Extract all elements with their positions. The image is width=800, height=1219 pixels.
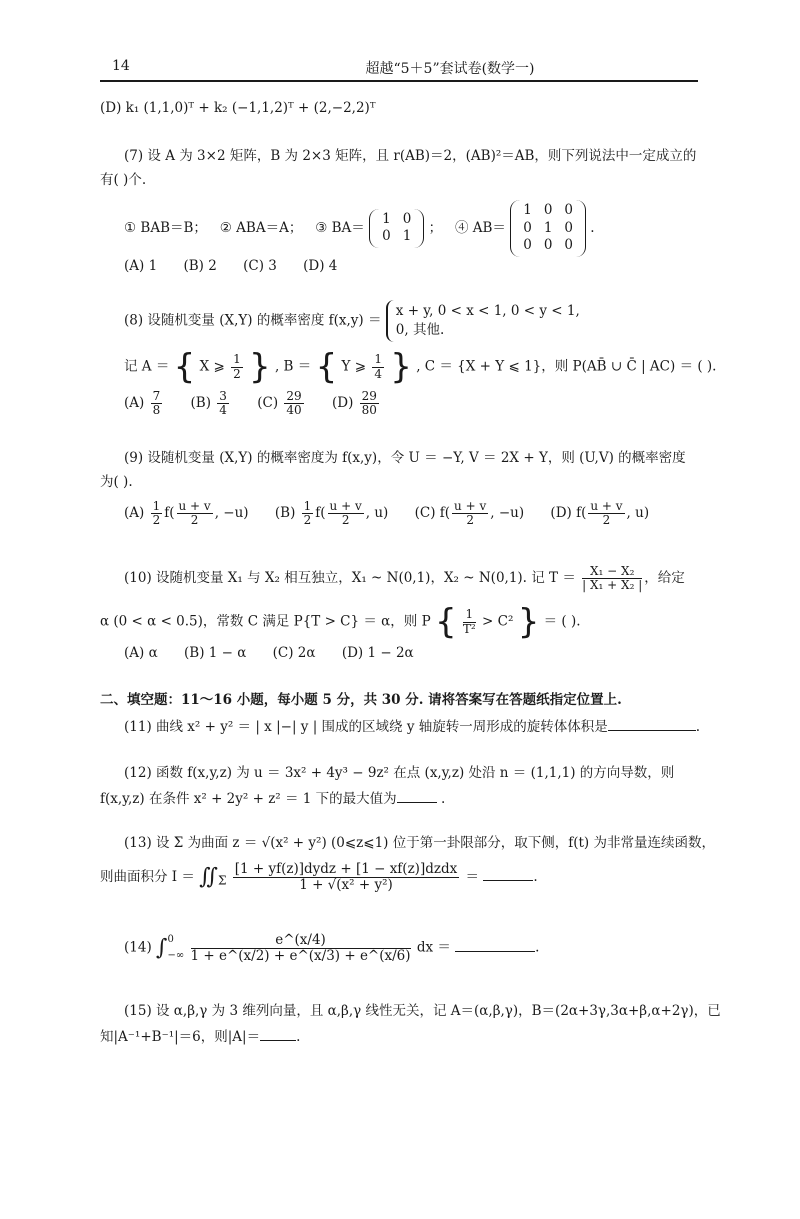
fraction-denominator: 4 [219,403,227,418]
q10-option-d: (D) 1 − 2α [341,645,414,661]
q13-end: . [533,868,538,885]
q14-label: (14) [124,939,152,956]
q8-stem-prefix: (8) 设随机变量 (X,Y) 的概率密度 f(x,y) ＝ [124,312,382,329]
option-label: (A) [124,395,145,412]
q12-line2-text: f(x,y,z) 在条件 x² + 2y² + z² ＝ 1 下的最大值为 [100,791,397,807]
q13-answer-blank[interactable] [483,868,533,881]
fraction-denominator: 8 [152,403,161,418]
fraction-denominator: 80 [361,403,377,418]
fraction-denominator: | X₁ + X₂ | [582,578,643,593]
q14-integrand-fraction [191,933,411,964]
fraction-denominator: 40 [286,403,302,418]
q15-line2 [100,1028,300,1046]
fraction-denominator: 1 + e^(x/2) + e^(x/3) + e^(x/6) [190,947,411,964]
q8-line2-a: 记 A ＝ [124,358,170,375]
fraction-numerator: 29 [286,389,302,403]
q8-options [124,390,403,417]
q13-integrand-fraction [233,862,460,893]
option-label: (D) [331,395,354,412]
q9-options [124,500,671,527]
q10-option-a: (A) α [124,645,158,661]
q9-option-d: (D) f( $\frac{u + v}{2}$ , u) [550,499,650,528]
q7-statement-3-prefix: ③ BA＝ [315,219,365,236]
q7-ab-matrix [510,200,586,257]
option-fraction [217,390,229,417]
q11-line [124,718,700,736]
option-argument [177,500,213,527]
matrix-cell: 0 [564,219,573,236]
q8-option-d [332,390,381,417]
q8-option-a [124,390,164,417]
matrix-cell: 0 [523,219,532,236]
fraction-numerator: X₁ − X₂ [582,565,642,579]
q15-line1: (15) 设 α,β,γ 为 3 维列向量，且 α,β,γ 线性无关，记 A＝(α,β,γ)，B＝(2α+3γ,3α+β,α+2γ)，已 [124,1003,721,1019]
q8-set-b-fraction [372,353,384,380]
q10-line1-a: (10) 设随机变量 X₁ 与 X₂ 相互独立，X₁ ~ N(0,1)，X₂ ~ N(0,1). 记 T ＝ [124,570,576,587]
option-label: (C) [414,505,436,522]
q7-options [124,258,359,275]
matrix-cell: 1 [523,202,532,218]
q8-line2 [124,347,717,387]
q14-upper-limit: 0 [167,934,174,945]
fraction-denominator: 2 [233,366,241,381]
q12-answer-blank[interactable] [397,790,437,803]
option-argument [588,500,624,527]
fraction-numerator: e^(x/4) [191,933,411,949]
q8-option-b [191,390,231,417]
q13-line2-b: ＝ [465,868,480,885]
q7-ba-matrix [369,209,424,248]
q8-set-a-fraction [231,353,243,380]
q14-line [124,932,539,964]
right-brace-glyph: } [249,347,271,387]
q10-options [124,645,436,662]
q6-option-d: (D) k₁ (1,1,0)ᵀ + k₂ (−1,1,2)ᵀ + (2,−2,2)ᵀ [100,100,376,116]
fraction-denominator: 2 [341,513,350,528]
q10-option-b: (B) 1 − α [184,645,247,661]
q8-case-2: 0, 其他. [395,321,445,338]
fraction-denominator: 2 [466,513,474,528]
q7-stem-line2: 有( )个. [100,172,147,188]
matrix-cell: 0 [382,228,391,245]
q8-option-c [257,390,305,417]
fraction-denominator: 2 [152,513,161,528]
option-fraction [284,390,303,417]
option-argument [328,500,364,527]
q7-option-d: (D) 4 [303,258,338,274]
q7-option-a: (A) 1 [124,258,158,274]
fraction-numerator: 1 [303,499,312,513]
section-2-heading: 二、填空题：11～16 小题，每小题 5 分，共 30 分. 请将答案写在答题纸指定位置上. [100,692,622,708]
q9-option-a: (A) $\frac{1}{2}$ f( $\frac{u + v}{2}$ , −u) [124,499,249,528]
fraction-numerator: 1 [463,608,476,622]
option-argument [452,500,488,527]
matrix-cell: 0 [543,202,553,218]
q9-option-c: (C) f( $\frac{u + v}{2}$ , −u) [414,499,525,528]
q10-line1-b: ，给定 [644,570,685,587]
page-header-title: 超越“5＋5”套试卷(数学一) [365,61,535,77]
left-brace-glyph: { [434,602,457,642]
right-brace-glyph: } [517,602,540,642]
matrix-cell: 1 [543,219,553,236]
q12-line1: (12) 函数 f(x,y,z) 为 u ＝ 3x² + 4y³ − 9z² 在点 (x,y,z) 处沿 n ＝ (1,1,1) 的方向导数，则 [124,765,675,781]
option-tail: , −u [490,505,519,522]
q7-statement-2: ② ABA＝A； [219,219,303,236]
option-label: (C) [257,395,279,412]
matrix-cell: 1 [402,228,412,245]
fraction-numerator: 1 [233,352,241,367]
q10-t-fraction [582,565,642,592]
header-rule [100,80,698,82]
option-label: (D) [550,505,572,522]
left-brace-glyph: { [315,347,338,387]
q12-end: . [440,791,446,807]
q8-set-b: Y ⩾ [341,358,367,375]
q8-case-1: x + y, 0 < x < 1, 0 < y < 1, [395,303,580,319]
fraction-numerator: u + v [454,499,487,513]
matrix-cell: 0 [523,237,532,254]
q11-answer-blank[interactable] [608,718,696,731]
fraction-numerator: 29 [361,389,377,403]
q10-stem-line1 [124,565,685,592]
q8-stem [124,300,588,342]
q7-statements [124,200,595,257]
option-coefficient [302,500,314,527]
q9-stem-line1: (9) 设随机变量 (X,Y) 的概率密度为 f(x,y)，令 U ＝ −Y, V ＝ 2X + Y，则 (U,V) 的概率密度 [124,450,686,466]
q7-option-b: (B) 2 [183,258,217,274]
q14-end: . [535,939,540,956]
integral-glyph: ∫ [156,935,168,961]
fraction-numerator: 1 [152,499,161,513]
q8-line2-c: , C ＝ {X + Y ⩽ 1}，则 P(AB̄ ∪ C̄ | AC) ＝ ( ). [416,358,717,375]
double-integral-glyph: ∬ [199,864,218,890]
option-label: (B) [274,505,296,522]
q14-limits [167,932,184,964]
matrix-cell: 0 [543,237,553,254]
q7-statement-1: ① BAB＝B； [124,219,207,236]
option-tail: , u [626,505,644,522]
fraction-numerator: [1 + yf(z)]dydz + [1 − xf(z)]dzdx [234,861,458,877]
matrix-cell: 0 [564,237,573,254]
q10-line2-a: α (0 < α < 0.5)，常数 C 满足 P{T > C} ＝ α，则 P [100,613,431,630]
right-brace-glyph: } [390,347,412,387]
q8-density-cases [386,300,588,342]
fraction-denominator: 1 + √(x² + y²) [299,876,393,893]
q13-line1: (13) 设 Σ 为曲面 z ＝ √(x² + y²) (0⩽z⩽1) 位于第一卦限部分，取下侧，f(t) 为非常量连续函数， [124,835,715,851]
q7-stem-line1: (7) 设 A 为 3×2 矩阵，B 为 2×3 矩阵，且 r(AB)＝2，(AB)²＝AB，则下列说法中一定成立的 [124,148,697,164]
fraction-numerator: 3 [219,389,227,403]
option-fraction [151,390,163,417]
fraction-numerator: 7 [152,389,161,403]
q10-line2-c: ＝ ( ). [543,613,581,630]
option-label: (B) [190,395,211,412]
fraction-numerator: u + v [178,499,211,513]
q14-tail: dx ＝ [416,939,451,956]
option-coefficient [151,500,163,527]
q10-line2-b: > C² [482,613,514,630]
q8-line2-b: , B ＝ [274,358,312,375]
matrix-cell: 0 [402,210,412,227]
q11-text: (11) 曲线 x² + y² ＝ | x |−| y | 围成的区域绕 y 轴旋转一周形成的旋转体体积是 [124,719,608,735]
q14-lower-limit: −∞ [167,950,185,961]
q7-statement-4-prefix: ④ AB＝ [454,219,506,236]
q14-answer-blank[interactable] [455,939,535,952]
q8-set-a: X ⩾ [199,358,225,375]
q7-statement-4-suffix: . [590,219,595,236]
fraction-numerator: u + v [590,499,623,513]
q7-statement-3-suffix: ； [428,219,443,236]
option-label: (A) [124,505,145,522]
q15-answer-blank[interactable] [260,1028,296,1041]
fraction-denominator: 2 [602,513,611,528]
fraction-denominator: 2 [303,513,312,528]
q15-line2-text: 知|A⁻¹+B⁻¹|＝6，则|A|＝ [100,1029,261,1045]
q15-end: . [296,1029,301,1045]
fraction-numerator: 1 [374,352,382,367]
q10-option-c: (C) 2α [272,645,316,661]
q10-stem-line2 [100,602,581,642]
q13-surface-subscript: Σ [217,873,227,888]
left-brace-glyph: { [173,347,196,387]
option-tail: , −u [214,505,244,522]
q13-line2 [100,862,538,893]
q13-line2-a: 则曲面积分 I ＝ [100,868,195,885]
q12-line2 [100,790,445,808]
fraction-denominator: T² [462,621,476,636]
q9-option-b: (B) $\frac{1}{2}$ f( $\frac{u + v}{2}$ , u) [274,499,389,528]
fraction-numerator: u + v [329,499,362,513]
page-number: 14 [112,58,130,74]
fraction-denominator: 2 [190,513,199,528]
option-fraction [360,390,379,417]
matrix-cell: 0 [564,202,573,218]
q7-option-c: (C) 3 [243,258,277,274]
q10-inverse-fraction [463,608,476,635]
q11-end: . [695,719,701,735]
q9-stem-line2: 为( ). [100,474,133,490]
option-tail: , u [365,505,384,522]
fraction-denominator: 4 [374,366,382,381]
matrix-cell: 1 [382,210,391,227]
